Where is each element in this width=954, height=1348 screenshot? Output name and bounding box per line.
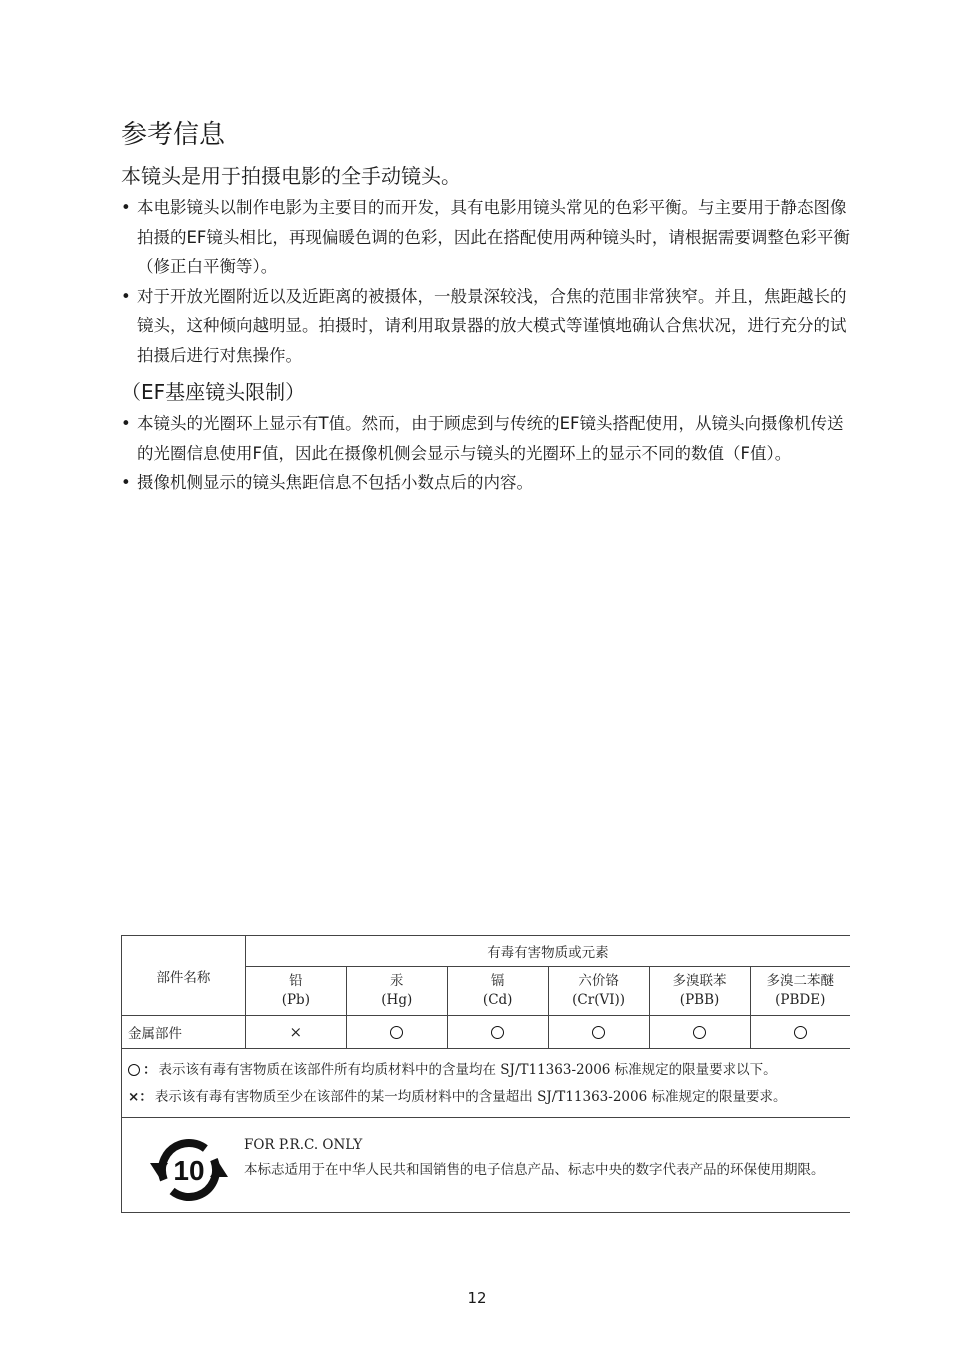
part-name-header: 部件名称: [122, 936, 246, 1016]
page-number: 12: [467, 1289, 487, 1307]
hazardous-substance-table: [121, 935, 850, 1213]
substance-symbol: (Hg): [381, 992, 413, 1008]
bullet-text: 对于开放光圈附近以及近距离的被摄体，一般景深较浅，合焦的范围非常狭窄。并且，焦距越长的镜头，这种倾向越明显。拍摄时，请利用取景器的放大模式等谨慎地确认合焦状况，进行充分的试拍摄后进行对焦操作。: [137, 286, 847, 365]
within-limit-mark: [693, 1026, 706, 1039]
substance-symbol: (PBB): [679, 992, 720, 1008]
substance-header: [649, 967, 750, 1016]
within-limit-mark: [592, 1026, 605, 1039]
mark-cell: [649, 1016, 750, 1049]
list-item: [121, 468, 851, 498]
substance-name: 铅: [289, 973, 303, 989]
note-line: [128, 1057, 844, 1084]
substance-name: 多溴联苯: [672, 973, 727, 989]
substance-header: [447, 967, 548, 1016]
substance-symbol: (Cr(VI)): [572, 992, 626, 1008]
substance-header: [750, 967, 850, 1016]
list-item: [121, 282, 851, 371]
mark-cell: [245, 1016, 346, 1049]
bullet-text: 摄像机侧显示的镜头焦距信息不包括小数点后的内容。: [137, 473, 533, 492]
table-row: [122, 1016, 851, 1049]
substance-symbol: (Pb): [281, 992, 310, 1008]
list-item: [121, 409, 851, 468]
note-text: 表示该有毒有害物质至少在该部件的某一均质材料中的含量超出 SJ/T11363-2006 标准规定的限量要求。: [154, 1089, 787, 1105]
bullet-list-ef-mount: [121, 409, 851, 498]
bullet-dot: •: [121, 473, 131, 492]
mark-cell: [548, 1016, 649, 1049]
recycle-10-icon: [148, 1133, 230, 1207]
within-limit-mark: [390, 1026, 403, 1039]
legend-notes: [122, 1049, 851, 1118]
within-limit-mark: [491, 1026, 504, 1039]
mark-cell: [750, 1016, 850, 1049]
part-name-cell: 金属部件: [122, 1016, 246, 1049]
note-symbol-colon: ：: [143, 1062, 157, 1078]
note-line: [128, 1084, 844, 1111]
within-limit-mark: [794, 1026, 807, 1039]
substance-symbol: (PBDE): [775, 992, 826, 1008]
page-title: 参考信息: [121, 120, 226, 150]
bullet-text: 本电影镜头以制作电影为主要目的而开发，具有电影用镜头常见的色彩平衡。与主要用于静态图像拍摄的EF镜头相比，再现偏暖色调的色彩，因此在搭配使用两种镜头时，请根据需要调整色彩平衡（修正白平衡等）。: [137, 198, 850, 276]
list-item: [121, 193, 851, 282]
substance-header: [346, 967, 447, 1016]
bullet-dot: •: [121, 198, 131, 217]
substance-symbol: (Cd): [482, 992, 513, 1008]
circle-icon: [128, 1064, 140, 1076]
substance-header: [548, 967, 649, 1016]
logo-number: 10: [173, 1155, 205, 1186]
substance-name: 多溴二苯醚: [766, 973, 834, 989]
section-heading-cine-lens: 本镜头是用于拍摄电影的全手动镜头。: [121, 164, 461, 188]
bullet-dot: •: [121, 286, 131, 306]
logo-caption-title: FOR P.R.C. ONLY: [244, 1137, 363, 1153]
bullet-dot: •: [121, 414, 131, 433]
section-heading-ef-mount: （EF基座镜头限制）: [121, 380, 306, 404]
note-text: 表示该有毒有害物质在该部件所有均质材料中的含量均在 SJ/T11363-2006 标准规定的限量要求以下。: [158, 1062, 777, 1078]
substance-name: 镉: [490, 973, 505, 989]
bullet-list-cine-lens: [121, 193, 851, 370]
bullet-text: 本镜头的光圈环上显示有T值。然而，由于顾虑到与传统的EF镜头搭配使用，从镜头向摄像机传送的光圈信息使用F值，因此在摄像机侧会显示与镜头的光圈环上的显示不同的数值（F值）。: [137, 414, 844, 463]
substance-header: [245, 967, 346, 1016]
logo-caption-text: 本标志适用于在中华人民共和国销售的电子信息产品、标志中央的数字代表产品的环保使用期限。: [244, 1162, 825, 1178]
note-symbol: ×：: [128, 1089, 153, 1105]
substance-name: 汞: [390, 973, 404, 989]
mark-cell: [447, 1016, 548, 1049]
exceeds-limit-mark: ×: [289, 1023, 303, 1041]
substance-group-header: 有毒有害物质或元素: [245, 936, 850, 967]
substance-name: 六价铬: [578, 973, 619, 989]
environment-period-section: [122, 1118, 851, 1213]
mark-cell: [346, 1016, 447, 1049]
